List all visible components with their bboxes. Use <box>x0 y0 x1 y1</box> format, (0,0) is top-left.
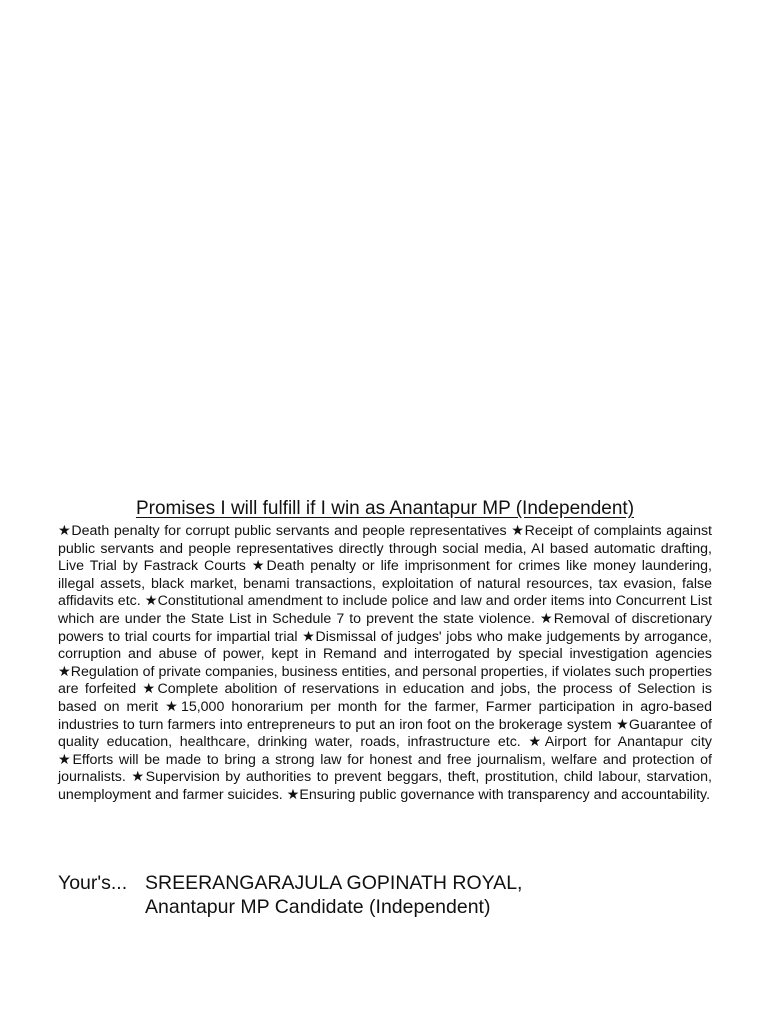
signature-role: Anantapur MP Candidate (Independent) <box>145 896 491 918</box>
signature-name: SREERANGARAJULA GOPINATH ROYAL, <box>145 872 523 894</box>
promises-text: ★Death penalty for corrupt public servants and people representatives ★Receipt of complaints against public servants and people representatives directly through social media, AI based automatic drafting, Live Trial by Fastrack Courts ★Death penalty or life imprisonment for crimes like money laundering, illegal assets, black market, benami transactions, exploitation of natural resources, tax evasion, false affidavits etc. ★Constitutional amendment to include police and law and order items into Concurrent List which are under the State List in Schedule 7 to prevent the state violence. ★Removal of discretionary powers to trial courts for impartial trial ★Dismissal of judges' jobs who make judgements by arrogance, corruption and abuse of power, kept in Remand and interrogated by special investigation agencies ★Regulation of private companies, business entities, and personal properties, if violates such properties are forfeited ★Complete abolition of reservations in education and jobs, the process of Selection is based on merit ★15,000 honorarium per month for the farmer, Farmer participation in agro-based industries to turn farmers into entrepreneurs to put an iron foot on the brokerage system ★Guarantee of quality education, healthcare, drinking water, roads, infrastructure etc. ★Airport for Anantapur city ★Efforts will be made to bring a strong law for honest and free journalism, welfare and protection of journalists. ★Supervision by authorities to prevent beggars, theft, prostitution, child labour, starvation, unemployment and farmer suicides. ★Ensuring public governance with transparency and accountability. <box>58 523 712 803</box>
signature-line <box>58 871 522 895</box>
signature-prefix: Your's... <box>58 872 128 894</box>
signature-role-line <box>58 895 522 919</box>
document-title: Promises I will fulfill if I win as Anantapur MP (Independent) <box>135 498 635 519</box>
document <box>58 497 712 805</box>
signature-block <box>58 871 522 919</box>
